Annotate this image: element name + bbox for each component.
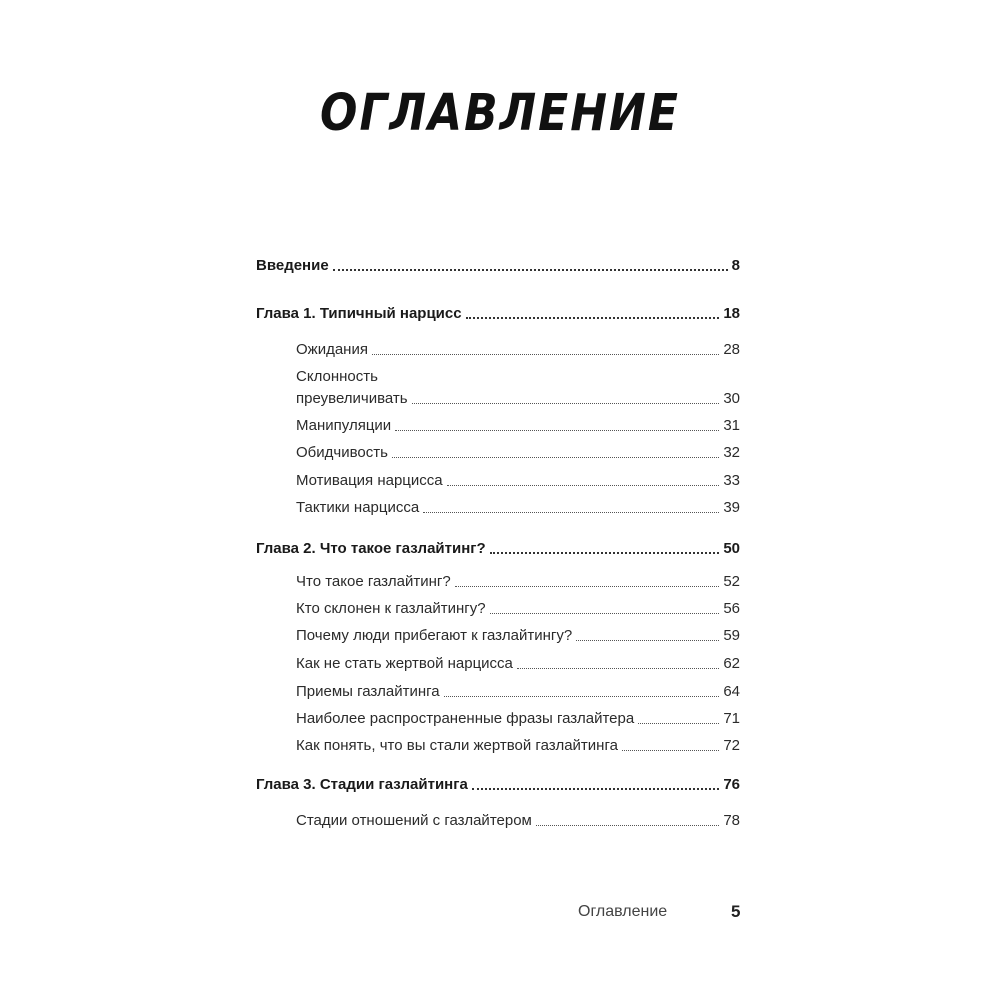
toc-subentry[interactable] (296, 710, 740, 728)
toc-subentry-page: 56 (723, 600, 740, 617)
toc-subentry[interactable] (296, 627, 740, 645)
dot-leader (472, 788, 719, 790)
toc-subentry[interactable] (296, 417, 740, 435)
toc-subentry-page: 31 (723, 417, 740, 434)
toc-subentry-label: Мотивация нарцисса (296, 472, 443, 489)
toc-subentry-page: 71 (723, 710, 740, 727)
toc-subentry-label: Наиболее распространенные фразы газлайтера (296, 710, 635, 727)
page-number: 5 (731, 902, 741, 921)
dot-leader (536, 825, 719, 826)
page-title: ОГЛАВЛЕНИЕ (320, 84, 680, 143)
toc-subentry[interactable] (296, 472, 740, 490)
toc-subentry-label: Стадии отношений с газлайтером (296, 812, 532, 829)
toc-subentry-label: Манипуляции (296, 417, 392, 434)
toc-subentry[interactable] (296, 341, 740, 359)
dot-leader (517, 668, 719, 669)
toc-subentry-label: Как не стать жертвой нарцисса (296, 655, 513, 672)
toc-subentry[interactable] (296, 600, 740, 618)
toc-entry-intro[interactable] (256, 257, 740, 275)
toc-entry-page: 76 (723, 776, 740, 793)
toc-subentry-label: Как понять, что вы стали жертвой газлайтинга (296, 737, 618, 754)
toc-subentry-page: 33 (723, 472, 740, 489)
toc-entry-label: Глава 2. Что такое газлайтинг? (256, 540, 486, 557)
toc-subentry[interactable] (296, 499, 740, 517)
toc-entry-label: Глава 3. Стадии газлайтинга (256, 776, 468, 793)
toc-subentry[interactable] (296, 655, 740, 673)
toc-subentry[interactable] (296, 812, 740, 830)
toc-subentry[interactable] (296, 737, 740, 755)
toc-entry-page: 8 (731, 257, 740, 274)
toc-subentry-label: Кто склонен к газлайтингу? (296, 600, 486, 617)
toc-subentry-page: 78 (723, 812, 740, 829)
dot-leader (333, 269, 728, 271)
toc-subentry-label: Обидчивость (296, 444, 388, 461)
dot-leader (490, 552, 720, 554)
dot-leader (466, 317, 720, 319)
dot-leader (423, 512, 719, 513)
toc-subentry-page: 64 (723, 683, 740, 700)
toc-subentry[interactable] (296, 390, 740, 408)
toc-subentry-page: 39 (723, 499, 740, 516)
toc-subentry-label: Почему люди прибегают к газлайтингу? (296, 627, 573, 644)
table-of-contents (256, 0, 740, 1000)
running-footer-section: Оглавление (578, 903, 668, 920)
toc-entry-chapter-3[interactable] (256, 776, 740, 794)
dot-leader (638, 723, 719, 724)
dot-leader (392, 457, 719, 458)
toc-entry-chapter-1[interactable] (256, 305, 740, 323)
dot-leader (444, 696, 720, 697)
dot-leader (412, 403, 720, 404)
dot-leader (395, 430, 719, 431)
toc-subentry[interactable] (296, 683, 740, 701)
toc-subentry[interactable] (296, 444, 740, 462)
dot-leader (372, 354, 719, 355)
toc-subentry[interactable] (296, 573, 740, 591)
dot-leader (455, 586, 720, 587)
toc-entry-label: Введение (256, 257, 329, 274)
toc-subentry-page: 72 (723, 737, 740, 754)
dot-leader (490, 613, 720, 614)
toc-subentry-label: Ожидания (296, 341, 368, 358)
toc-subentry-label: преувеличивать (296, 390, 408, 407)
toc-subentry-label-line1: Склонность (296, 368, 378, 385)
toc-subentry-label: Приемы газлайтинга (296, 683, 440, 700)
dot-leader (447, 485, 720, 486)
toc-subentry-page: 30 (723, 390, 740, 407)
toc-entry-page: 50 (723, 540, 740, 557)
toc-entry-label: Глава 1. Типичный нарцисс (256, 305, 462, 322)
toc-subentry-label: Тактики нарцисса (296, 499, 420, 516)
toc-subentry-page: 32 (723, 444, 740, 461)
toc-entry-chapter-2[interactable] (256, 540, 740, 558)
toc-entry-page: 18 (723, 305, 740, 322)
toc-subentry-page: 59 (723, 627, 740, 644)
dot-leader (576, 640, 719, 641)
toc-subentry-label: Что такое газлайтинг? (296, 573, 451, 590)
toc-subentry-page: 28 (723, 341, 740, 358)
dot-leader (622, 750, 719, 751)
toc-subentry-page: 52 (723, 573, 740, 590)
toc-subentry-page: 62 (723, 655, 740, 672)
